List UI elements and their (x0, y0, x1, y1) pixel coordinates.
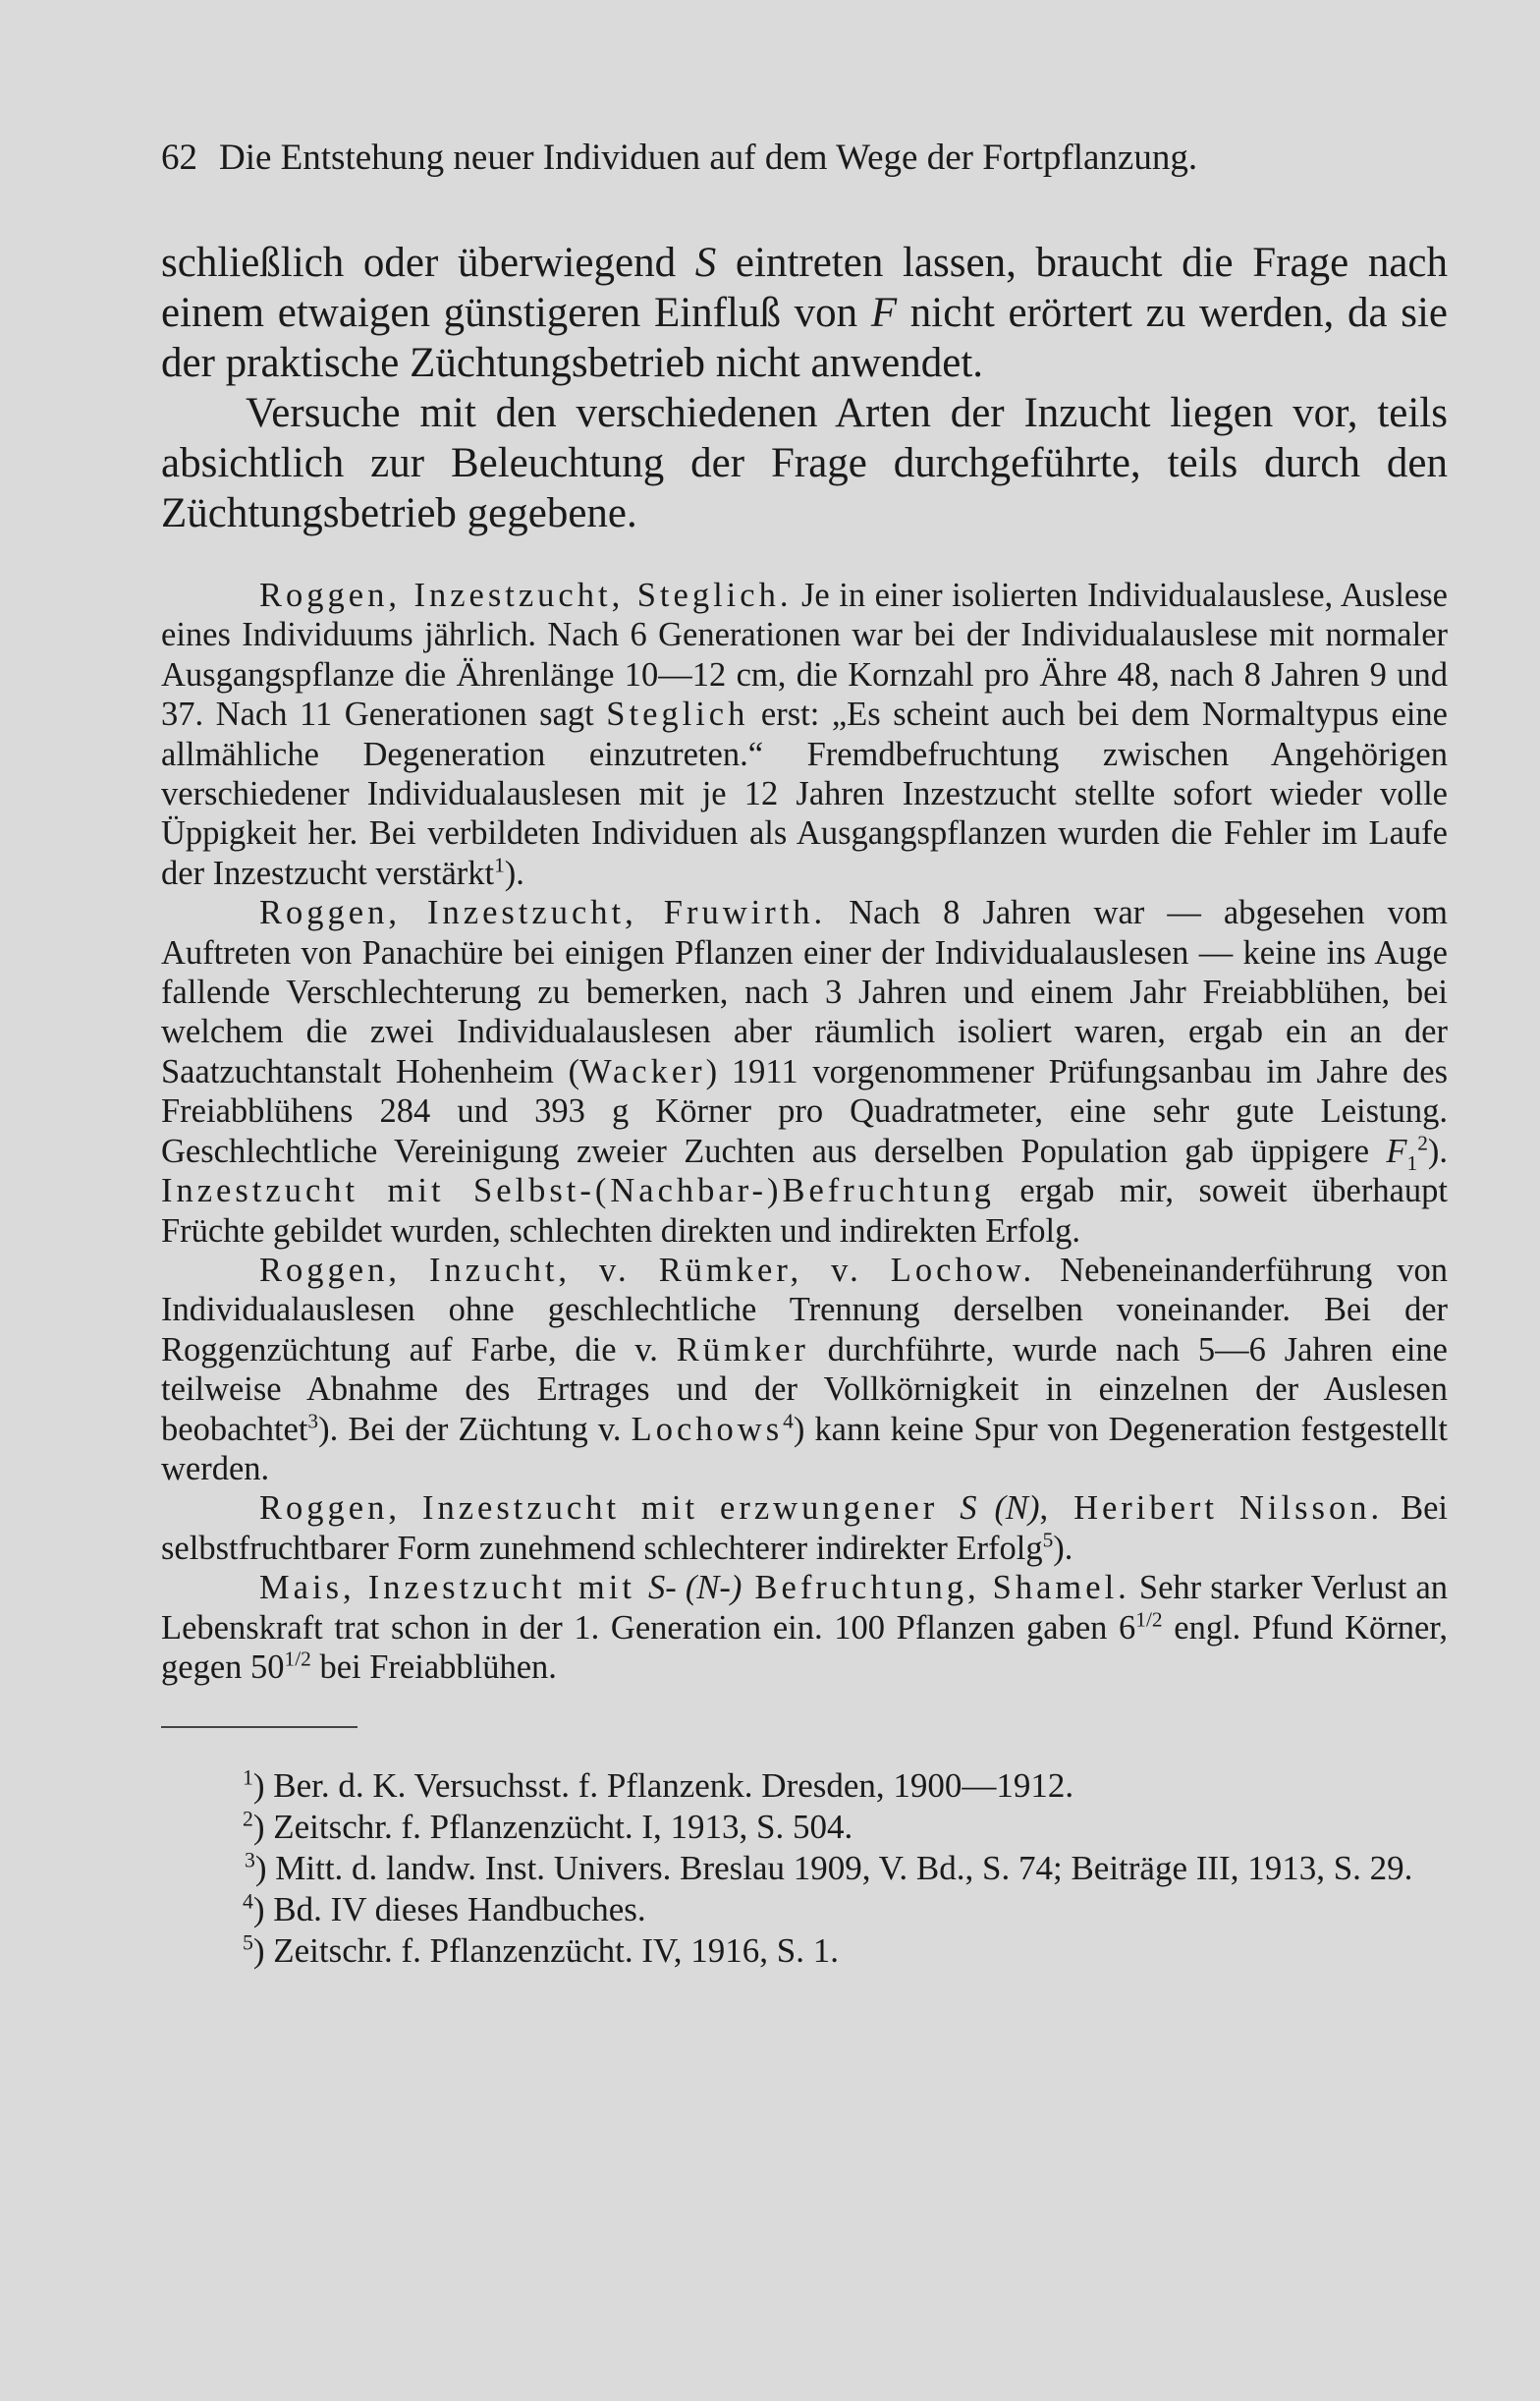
symbol-n: (N-) (685, 1569, 742, 1607)
author-name: Rümker (676, 1330, 809, 1368)
section-ruemker-lochow (161, 1251, 1448, 1488)
text-run: ) kann keine Spur von Degeneration festgestellt werden. (161, 1410, 1448, 1487)
text-run: eintreten lassen, braucht die Frage nach einem etwaigen günstigeren Einfluß von (161, 240, 1449, 336)
footnote-mark: 4 (243, 1889, 253, 1914)
text-run: nicht erörtert zu werden, da sie der praktische Züchtungsbetrieb nicht anwendet. (161, 290, 1448, 386)
symbol-f: F (1386, 1132, 1407, 1170)
footnote-mark: 2 (243, 1807, 253, 1831)
subscript: 1 (1406, 1150, 1418, 1175)
text-run: Bei selbstfruchtbarer Form zunehmend schlechterer indirekter Erfolg (161, 1489, 1448, 1567)
page-number: 62 (161, 138, 197, 178)
section-fruwirth (161, 893, 1448, 1251)
footnotes (161, 1765, 1448, 1972)
text-run: ). (504, 854, 524, 892)
running-title: Die Entstehung neuer Individuen auf dem Wege der Fortpflanzung. (219, 138, 1198, 178)
text-run: ). (1427, 1132, 1448, 1170)
text-run: Je in einer isolierten Individualauslese, Auslese eines Individuums jährlich. Nach 6 Generationen war bei der Individualauslese mit normaler Ausgangspflanze die Ährenlänge 10—12 cm, die Kornzahl pro Ähre 48, nach 8 Jahren 9 und 37. Nach 11 Generationen sagt (161, 577, 1448, 734)
text-run: durchführte, wurde nach 5—6 Jahren eine teilweise Abnahme des Ertrages und der Vollkörnigkeit in einzelnen der Auslesen beobachtet (161, 1330, 1448, 1448)
running-header (161, 136, 1448, 181)
footnote-text: ) Bd. IV dieses Handbuches. (252, 1890, 646, 1929)
section-heading: Roggen, Inzucht, v. Rümker, v. Lochow. (259, 1251, 1036, 1289)
author-name: Wacker (579, 1052, 706, 1090)
fraction: 1/2 (1135, 1607, 1163, 1632)
footnote-text: ) Zeitschr. f. Pflanzenzücht. IV, 1916, S. 1. (252, 1931, 840, 1971)
footnote-ref: 5 (1042, 1528, 1054, 1552)
footnote-mark: 3 (245, 1848, 255, 1872)
text-run: Nebeneinanderführung von Individualauslesen ohne geschlechtliche Trennung derselben voneinander. Bei der Roggenzüchtung auf Farbe, die v. (161, 1251, 1448, 1368)
symbol-f: F (870, 290, 898, 336)
paragraph-intro-1 (161, 238, 1448, 388)
footnote (161, 1765, 1448, 1807)
footnote-text: ) Zeitschr. f. Pflanzenzücht. I, 1913, S. 504. (252, 1808, 853, 1847)
paragraph-intro-2: Versuche mit den verschiedenen Arten der Inzucht liegen vor, teils absichtlich zur Beleuchtung der Frage durchgeführte, teils durch den Züchtungsbetrieb gegebene. (161, 390, 1448, 536)
section-heading: Befruchtung, Shamel. (742, 1569, 1130, 1607)
text-run: ) 1911 vorgenommener Prüfungsanbau im Jahre des Freiabblühens 284 und 393 g Körner pro Quadratmeter, eine sehr gute Leistung. Geschlechtliche Vereinigung zweier Zuchten aus derselben Population gab üppigere (161, 1052, 1448, 1170)
text-run: schließlich oder überwiegend (161, 240, 695, 286)
text-run: Sehr starker Verlust an Lebenskraft trat schon in der 1. Generation ein. 100 Pflanzen gaben 6 (161, 1569, 1449, 1647)
footnote-ref: 4 (783, 1409, 794, 1433)
section-heading: , Heribert Nilsson. (1039, 1489, 1384, 1528)
footnote (161, 1930, 1448, 1972)
text-run: Nach 8 Jahren war — abgesehen vom Auftreten von Panachüre bei einigen Pflanzen einer der Individualauslesen — keine ins Auge fallende Verschlechterung zu bemerken, nach 3 Jahren und einem Jahr Freiabblühen, bei welchem die zwei Individualauslesen aber räumlich isoliert waren, ergab ein an der Saatzuchtanstalt Hohenheim ( (161, 894, 1448, 1090)
symbol-n: (N) (994, 1489, 1040, 1528)
footnote-ref: 2 (1417, 1131, 1428, 1155)
footnote (161, 1889, 1448, 1930)
text-run: ). Bei der Züchtung v. (318, 1410, 632, 1448)
footnote-ref: 3 (307, 1409, 319, 1433)
section-nilsson (161, 1488, 1448, 1568)
section-shamel (161, 1568, 1448, 1687)
footnote (161, 1807, 1448, 1848)
footnote-text: ) Ber. d. K. Versuchsst. f. Pflanzenk. Dresden, 1900—1912. (252, 1766, 1074, 1806)
author-name: Steglich (606, 696, 749, 734)
fraction: 1/2 (284, 1647, 311, 1671)
text-run: erst: „Es scheint auch bei dem Normaltypus eine allmähliche Degeneration einzutreten.“ Fremdbefruchtung zwischen Angehörigen verschiedener Individualauslesen mit je 12 Jahren Inzestzucht stellte sofort wieder volle Üppigkeit her. Bei verbildeten Individuen als Ausgangspflanzen wurden die Fehler im Laufe der Inzestzucht verstärkt (161, 696, 1448, 892)
text-run: bei Freiabblühen. (310, 1647, 557, 1686)
symbol-s: S- (648, 1569, 677, 1607)
section-heading: Roggen, Inzestzucht, Steglich. (259, 577, 793, 614)
section-heading: Mais, Inzestzucht mit (259, 1569, 649, 1607)
section-heading: Roggen, Inzestzucht, Fruwirth. (259, 894, 827, 932)
footnote (161, 1848, 1448, 1889)
section-steglich (161, 576, 1448, 893)
text-run: ergab mir, soweit überhaupt Früchte gebildet wurden, schlechten direkten und indirekten Erfolg. (161, 1172, 1448, 1250)
symbol-s: S (960, 1489, 977, 1528)
text-run: engl. Pfund Körner, gegen 50 (161, 1608, 1448, 1686)
author-name: Lochows (631, 1410, 784, 1448)
footnote-text: ) Mitt. d. landw. Inst. Univers. Breslau 1909, V. Bd., S. 74; Beiträge III, 1913, S. 29. (254, 1849, 1413, 1888)
text-run: ). (1053, 1529, 1073, 1567)
spaced-phrase: Inzestzucht mit Selbst-(Nachbar-)Befruchtung (161, 1172, 995, 1210)
experiments-block (161, 576, 1448, 1687)
footnote-ref: 1 (494, 853, 505, 877)
section-heading: Roggen, Inzestzucht mit erzwungener (259, 1489, 961, 1528)
footnote-divider (161, 1726, 358, 1728)
footnote-mark: 5 (243, 1930, 253, 1955)
symbol-s: S (694, 240, 717, 286)
footnote-mark: 1 (243, 1765, 253, 1790)
page-content (161, 136, 1448, 1972)
